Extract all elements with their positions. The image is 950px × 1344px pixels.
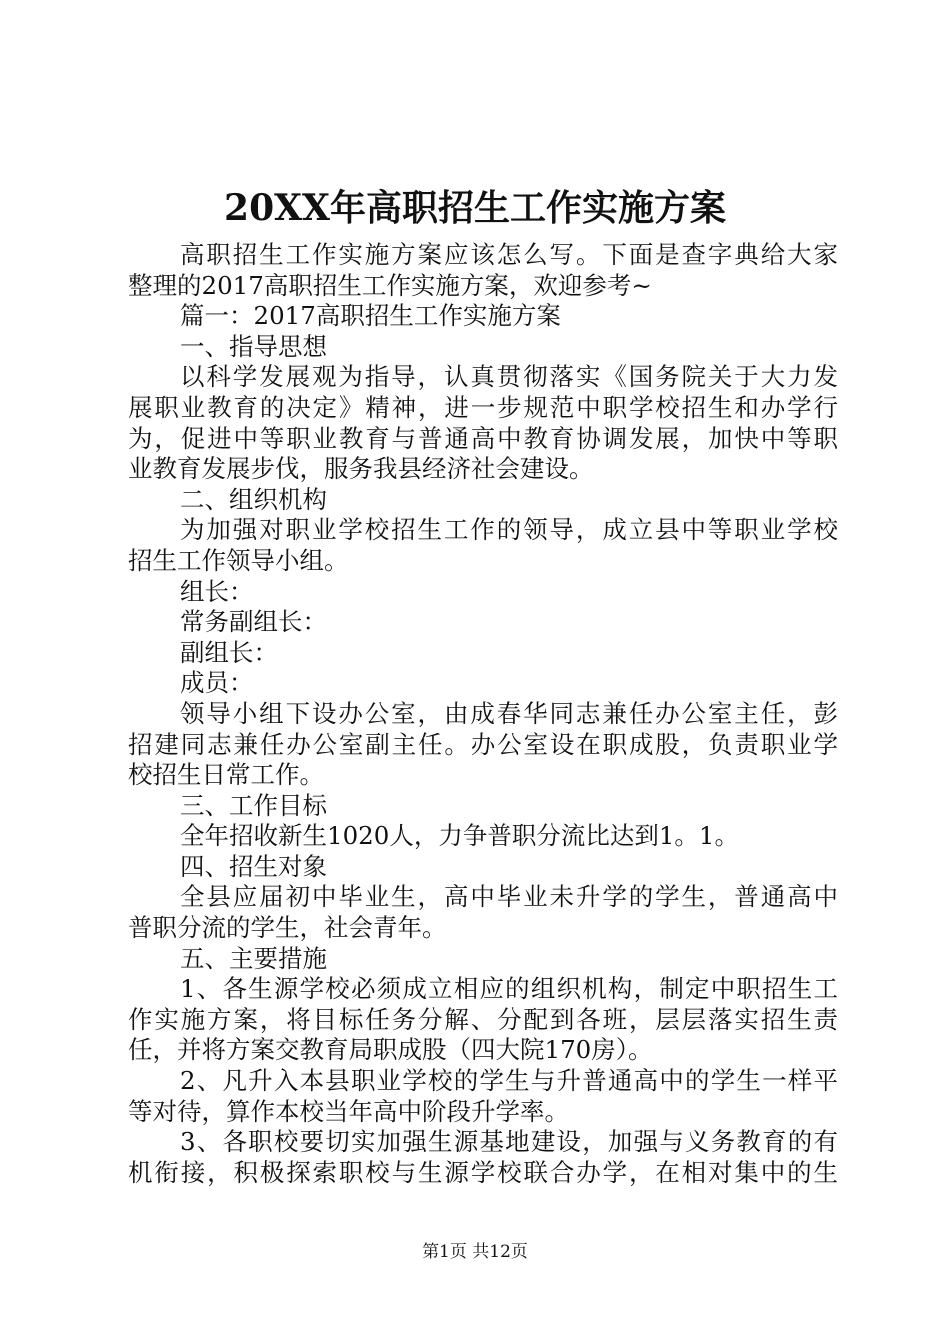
text-line: 3、各职校要切实加强生源基地建设，加强与义务教育的有 xyxy=(180,1127,838,1157)
text-line: 普职分流的学生，社会青年。 xyxy=(128,913,447,943)
text-line: 高职招生工作实施方案应该怎么写。下面是查字典给大家 xyxy=(180,240,838,269)
text-line: 四、招生对象 xyxy=(180,851,327,881)
text-line: 组长： xyxy=(180,576,254,606)
text-line: 二、组织机构 xyxy=(180,484,327,514)
text-line: 整理的2017高职招生工作实施方案，欢迎参考~ xyxy=(128,270,652,300)
text-line: 任，并将方案交教育局职成股（四大院170房）。 xyxy=(128,1035,653,1065)
text-line: 为，促进中等职业教育与普通高中教育协调发展，加快中等职 xyxy=(128,423,838,453)
text-line: 2、凡升入本县职业学校的学生与升普通高中的学生一样平 xyxy=(180,1066,838,1096)
text-line: 招生工作领导小组。 xyxy=(128,545,349,575)
text-line: 副组长： xyxy=(180,637,278,667)
text-line: 1、各生源学校必须成立相应的组织机构，制定中职招生工 xyxy=(180,974,838,1004)
text-line: 业教育发展步伐，服务我县经济社会建设。 xyxy=(128,454,594,484)
text-line: 成员： xyxy=(180,668,254,698)
text-line: 篇一：2017高职招生工作实施方案 xyxy=(180,301,561,331)
text-line: 三、工作目标 xyxy=(180,790,327,820)
text-line: 校招生日常工作。 xyxy=(128,760,324,790)
text-line: 展职业教育的决定》精神，进一步规范中职学校招生和办学行 xyxy=(128,392,838,422)
text-line: 全年招收新生1020人，力争普职分流比达到1。1。 xyxy=(180,821,740,851)
text-line: 以科学发展观为指导，认真贯彻落实《国务院关于大力发 xyxy=(180,362,838,392)
text-line: 领导小组下设办公室，由成春华同志兼任办公室主任，彭 xyxy=(180,698,838,728)
document-body xyxy=(128,240,838,1188)
text-line: 常务副组长： xyxy=(180,607,327,637)
text-line: 全县应届初中毕业生，高中毕业未升学的学生，普通高中 xyxy=(180,882,838,912)
text-line: 招建同志兼任办公室副主任。办公室设在职成股，负责职业学 xyxy=(128,729,838,759)
page-footer: 第1页 共12页 xyxy=(422,1242,528,1262)
text-line: 机衔接，积极探索职校与生源学校联合办学，在相对集中的生 xyxy=(128,1157,838,1187)
text-line: 等对待，算作本校当年高中阶段升学率。 xyxy=(128,1096,569,1126)
text-line: 为加强对职业学校招生工作的领导，成立县中等职业学校 xyxy=(180,515,838,545)
text-line: 一、指导思想 xyxy=(180,331,327,361)
document-title: 20XX年高职招生工作实施方案 xyxy=(224,187,726,229)
text-line: 五、主要措施 xyxy=(180,943,327,973)
text-line: 作实施方案，将目标任务分解、分配到各班，层层落实招生责 xyxy=(128,1004,838,1034)
